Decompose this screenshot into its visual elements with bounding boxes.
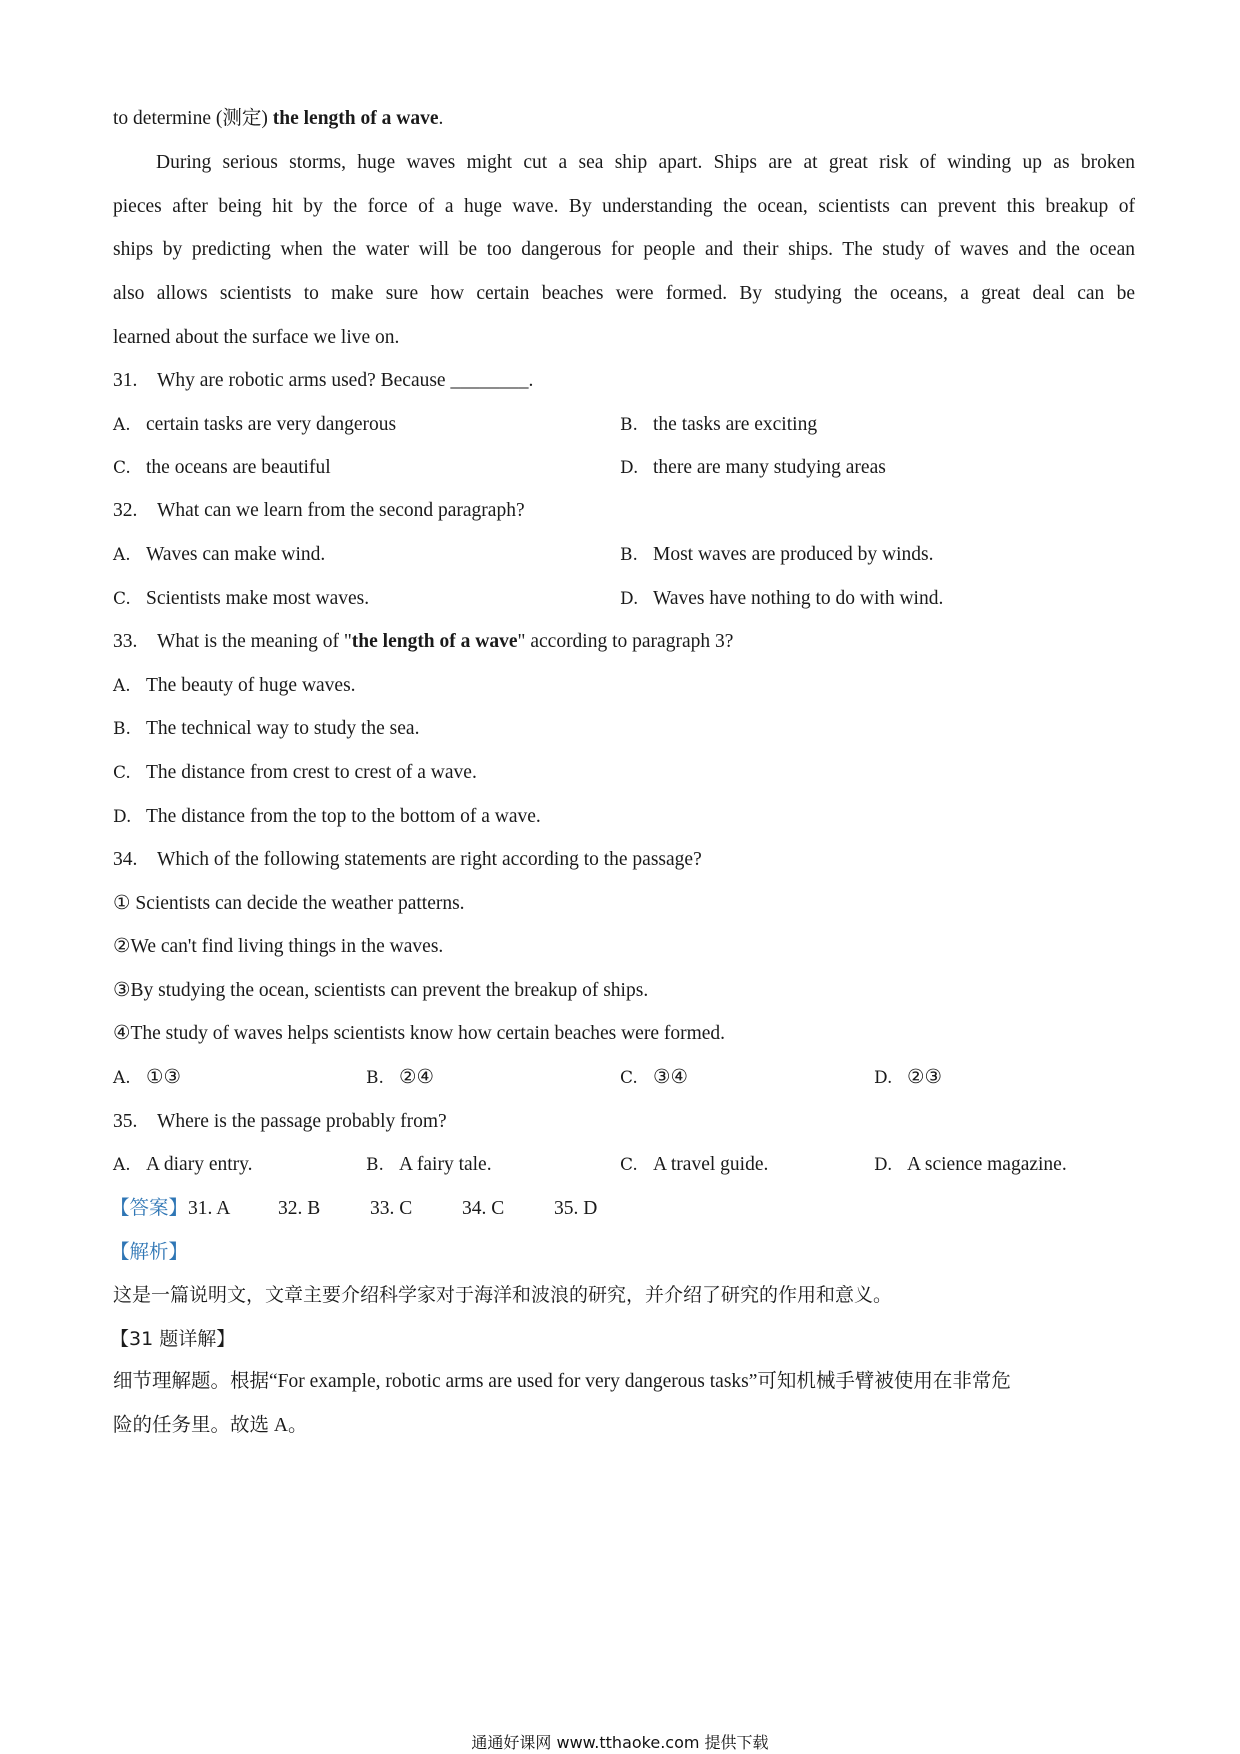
bold-phrase: the length of a wave (272, 108, 439, 129)
option-34-b[interactable]: B. ②④ (366, 1067, 434, 1088)
answer-key (110, 1195, 597, 1222)
question-number: 33. (113, 631, 138, 652)
question-number: 35. (113, 1111, 138, 1132)
question-33: 33. What is the meaning of "the length of a wave" according to paragraph 3? (113, 629, 733, 655)
option-31-b[interactable]: B. the tasks are exciting (620, 414, 818, 435)
question-32 (113, 498, 525, 524)
q31-detail-line-1: 细节理解题。根据“For example, robotic arms are used for very dangerous tasks”可知机械手臂被使用在非常危 (113, 1371, 1011, 1392)
analysis-label: 【解析】 (110, 1240, 189, 1263)
question-number: 32. (113, 500, 138, 521)
option-31-c[interactable]: C. the oceans are beautiful (113, 457, 331, 478)
answer-item: 33. C (370, 1198, 413, 1219)
option-32-c[interactable]: C. Scientists make most waves. (113, 588, 370, 609)
option-31-d[interactable]: D. there are many studying areas (620, 457, 886, 478)
question-31 (113, 368, 533, 394)
statement-1: ① Scientists can decide the weather patterns. (113, 893, 465, 914)
q31-detail-label: 【31 题详解】 (110, 1328, 236, 1350)
paragraph-line: learned about the surface we live on. (113, 327, 400, 348)
option-33-b[interactable]: B. The technical way to study the sea. (113, 718, 420, 739)
answer-item: 31. A (188, 1198, 231, 1219)
question-number: 31. (113, 370, 138, 391)
option-33-c[interactable]: C. The distance from crest to crest of a wave. (113, 762, 477, 783)
statement-4: ④The study of waves helps scientists know how certain beaches were formed. (113, 1023, 726, 1044)
question-number: 34. (113, 849, 138, 870)
option-32-b[interactable]: B. Most waves are produced by winds. (620, 544, 934, 565)
option-35-a[interactable]: A. A diary entry. (113, 1154, 253, 1175)
question-text: What can we learn from the second paragraph? (157, 500, 525, 521)
option-32-a[interactable]: A. Waves can make wind. (113, 544, 326, 565)
question-text: Which of the following statements are right according to the passage? (157, 849, 702, 870)
passage-text: . (438, 108, 444, 129)
option-33-a[interactable]: A. The beauty of huge waves. (113, 675, 356, 696)
question-text: Why are robotic arms used? Because ________. (157, 370, 534, 391)
option-34-c[interactable]: C. ③④ (620, 1067, 688, 1088)
paragraph-line: also allows scientists to make sure how certain beaches were formed. By studying the oceans, a great deal can be (113, 283, 1135, 304)
option-32-d[interactable]: D. Waves have nothing to do with wind. (620, 588, 944, 609)
option-34-a[interactable]: A. ①③ (113, 1067, 181, 1088)
statement-2: ②We can't find living things in the waves. (113, 936, 444, 957)
page-footer: 通通好课网 www.tthaoke.com 提供下载 (471, 1733, 769, 1752)
statement-3: ③By studying the ocean, scientists can prevent the breakup of ships. (113, 980, 649, 1001)
answer-item: 35. D (554, 1198, 598, 1219)
answer-label: 【答案】 (110, 1196, 189, 1219)
question-35 (113, 1109, 447, 1135)
answer-item: 32. B (278, 1198, 321, 1219)
passage-line-0 (113, 106, 443, 132)
question-34 (113, 847, 702, 873)
paragraph-line: ships by predicting when the water will be too dangerous for people and their ships. The study of waves and the ocean (113, 239, 1135, 260)
option-33-d[interactable]: D. The distance from the top to the bottom of a wave. (113, 806, 541, 827)
option-35-d[interactable]: D. A science magazine. (874, 1154, 1067, 1175)
answer-item: 34. C (462, 1198, 505, 1219)
bold-phrase: the length of a wave (351, 631, 518, 652)
passage-text: to determine (测定) (113, 108, 273, 129)
option-35-b[interactable]: B. A fairy tale. (366, 1154, 492, 1175)
paragraph-line: pieces after being hit by the force of a huge wave. By understanding the ocean, scientists can prevent this breakup of (113, 196, 1135, 217)
option-34-d[interactable]: D. ②③ (874, 1067, 942, 1088)
q31-detail-line-2: 险的任务里。故选 A。 (113, 1415, 308, 1436)
question-text: Where is the passage probably from? (157, 1111, 447, 1132)
option-31-a[interactable]: A. certain tasks are very dangerous (113, 414, 397, 435)
paragraph-line: During serious storms, huge waves might cut a sea ship apart. Ships are at great risk of winding up as broken (156, 152, 1135, 173)
analysis-summary: 这是一篇说明文，文章主要介绍科学家对于海洋和波浪的研究，并介绍了研究的作用和意义。 (113, 1284, 893, 1306)
option-35-c[interactable]: C. A travel guide. (620, 1154, 769, 1175)
